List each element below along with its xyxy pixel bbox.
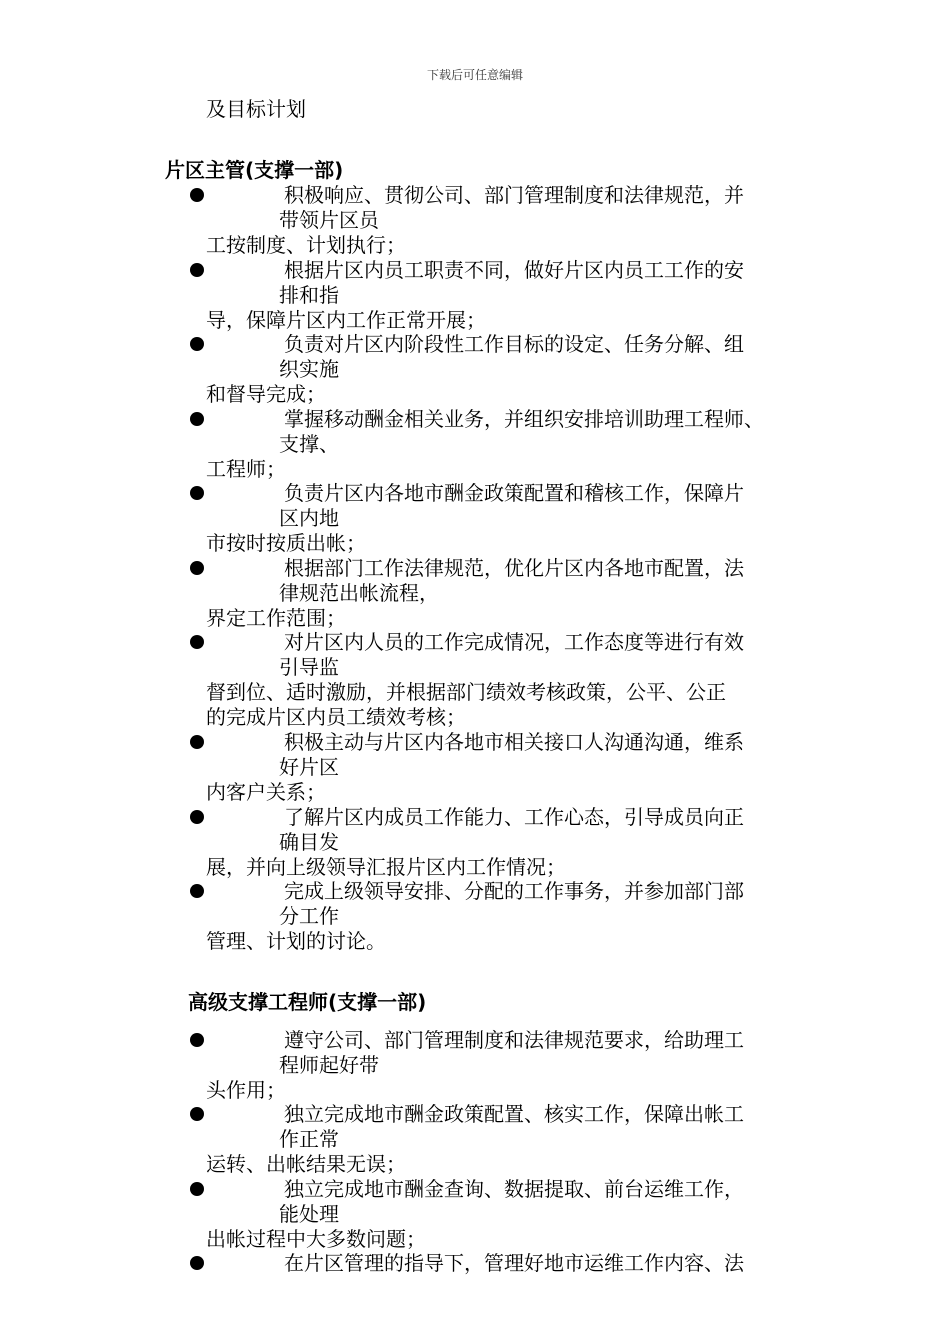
item-line: 积极响应、贯彻公司、部门管理制度和法律规范，并 [284,183,744,207]
item-line: 对片区内人员的工作完成情况，工作态度等进行有效 [284,630,744,654]
item-line: 根据片区内员工职责不同，做好片区内员工工作的安 [284,258,744,282]
item-line: 积极主动与片区内各地市相关接口人沟通沟通，维系 [284,730,744,754]
item-line: 确目发 [279,830,339,854]
item-line: 程师起好带 [279,1053,379,1077]
item-line: 好片区 [279,755,339,779]
bullet-icon [190,884,204,898]
item-line: 在片区管理的指导下，管理好地市运维工作内容、法 [284,1251,744,1275]
bullet-icon [190,486,204,500]
item-line: 排和指 [279,283,339,307]
item-line: 市按时按质出帐； [206,531,366,555]
item-line: 遵守公司、部门管理制度和法律规范要求，给助理工 [284,1028,744,1052]
item-line: 界定工作范围； [206,606,346,630]
item-line: 运转、出帐结果无误； [206,1152,406,1176]
section-heading-area-supervisor: 片区主管(支撑一部) [165,158,344,182]
item-line: 出帐过程中大多数问题； [206,1227,426,1251]
item-line: 区内地 [279,506,339,530]
bullet-icon [190,810,204,824]
page-header: 下载后可任意编辑 [426,68,523,82]
item-line: 和督导完成； [206,382,326,406]
item-line: 独立完成地市酬金查询、数据提取、前台运维工作， [284,1177,744,1201]
item-line: 负责对片区内阶段性工作目标的设定、任务分解、组 [284,332,744,356]
item-line: 织实施 [279,357,339,381]
item-line: 掌握移动酬金相关业务，并组织安排培训助理工程师、 [284,407,764,431]
bullet-icon [190,1182,204,1196]
bullet-icon [190,561,204,575]
bullet-icon [190,1256,204,1270]
bullet-icon [190,263,204,277]
intro-tail-text: 及目标计划 [206,97,306,121]
item-line: 引导监 [279,655,339,679]
item-line: 头作用； [206,1078,286,1102]
bullet-icon [190,337,204,351]
section-heading-senior-engineer: 高级支撑工程师(支撑一部) [188,990,427,1014]
item-line: 律规范出帐流程， [279,581,439,605]
item-line: 能处理 [279,1202,339,1226]
bullet-icon [190,188,204,202]
item-line: 独立完成地市酬金政策配置、核实工作，保障出帐工 [284,1102,744,1126]
item-line: 工程师； [206,457,286,481]
bullet-icon [190,412,204,426]
item-line: 负责片区内各地市酬金政策配置和稽核工作，保障片 [284,481,744,505]
item-line: 分工作 [279,904,339,928]
item-line: 完成上级领导安排、分配的工作事务，并参加部门部 [284,879,744,903]
item-line: 带领片区员 [279,208,379,232]
item-line: 支撑、 [279,432,339,456]
item-line: 内客户关系； [206,780,326,804]
item-line: 督到位、适时激励，并根据部门绩效考核政策，公平、公正 [206,680,726,704]
item-line: 作正常 [279,1127,339,1151]
item-line: 展，并向上级领导汇报片区内工作情况； [206,855,566,879]
item-line: 导，保障片区内工作正常开展； [206,308,486,332]
bullet-icon [190,735,204,749]
item-line: 根据部门工作法律规范，优化片区内各地市配置，法 [284,556,744,580]
bullet-icon [190,1033,204,1047]
item-line: 了解片区内成员工作能力、工作心态，引导成员向正 [284,805,744,829]
item-line: 管理、计划的讨论。 [206,929,386,953]
item-line: 的完成片区内员工绩效考核； [206,705,466,729]
bullet-icon [190,635,204,649]
item-line: 工按制度、计划执行； [206,233,406,257]
bullet-icon [190,1107,204,1121]
